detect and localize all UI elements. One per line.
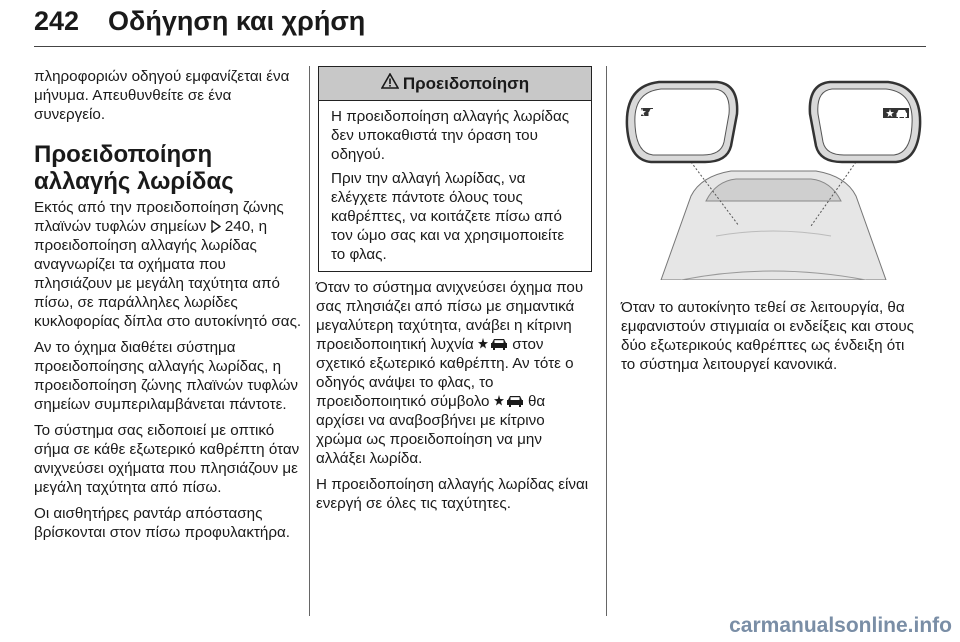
column-1 <box>34 67 302 549</box>
warning-paragraph-1: Η προειδοποίηση αλλαγής λωρίδας δεν υποκαθιστά την όραση του οδηγού. <box>331 108 570 163</box>
lamp-paragraph-text-c: θα αρχίσει να αναβοσβήνει με κίτρινο χρώμα ως προειδοποίηση να μην αλλάξει λωρίδα. <box>316 393 546 467</box>
paragraph-1 <box>34 198 302 331</box>
paragraph-3: Το σύστημα σας ειδοποιεί με οπτικό σήμα σε κάθε εξωτερικό καθρέπτη όταν ανιχνεύσει οχήματα που πλησιάζουν με μεγάλη ταχύτητα από πίσω. <box>34 422 300 496</box>
paragraph-1-text-a: Εκτός από την προειδοποίηση ζώνης πλαϊνών τυφλών σημείων <box>34 199 284 235</box>
warning-box <box>318 66 592 272</box>
page-header <box>34 0 926 48</box>
page-ref-link[interactable]: 240 <box>224 218 251 235</box>
lane-change-warning-icon-2 <box>494 393 524 410</box>
paragraph-4: Οι αισθητήρες ραντάρ απόστασης βρίσκονται στον πίσω προφυλακτήρα. <box>34 505 290 541</box>
lamp-paragraph-text-a: Όταν το σύστημα ανιχνεύσει όχημα που σας πλησιάζει από πίσω με σημαντικά μεγαλύτερη ταχύτητα, ανάβει η κίτρινη προειδοποιητική λυχνία <box>316 279 584 353</box>
paragraph-1-text-b: , η προειδοποίηση αλλαγής λωρίδας αναγνωρίζει τα οχήματα που πλησιάζουν με μεγάλη ταχύτητα από πίσω, σε παράλληλες λωρίδες κυκλοφορίας δίπλα στο αυτοκίνητό σας. <box>34 218 302 330</box>
paragraph-2: Αν το όχημα διαθέτει σύστημα προειδοποίησης αλλαγής λωρίδας, η προειδοποίηση ζώνης πλαϊνών τυφλών σημείων συμπεριλαμβάνεται πάντοτε. <box>34 339 299 413</box>
lane-change-warning-icon <box>478 336 508 353</box>
section-heading: Προειδοποίηση αλλαγής λωρίδας <box>34 141 234 195</box>
warning-header <box>319 67 591 101</box>
warning-paragraph-2: Πριν την αλλαγή λωρίδας, να ελέγχετε πάντοτε όλους τους καθρέπτες, να κοιτάζετε πίσω από τον ώμο σας και να χρησιμοποιείτε το φλας. <box>331 170 565 263</box>
footer-logo[interactable]: carmanualsonline.info <box>729 614 952 637</box>
page-number: 242 <box>34 6 80 36</box>
column-3 <box>621 298 921 381</box>
lamp-paragraph <box>316 278 592 468</box>
header-rule <box>34 46 926 47</box>
column-2 <box>316 278 592 520</box>
mirror-illustration <box>621 66 926 280</box>
column-divider-left <box>309 66 310 616</box>
startup-paragraph: Όταν το αυτοκίνητο τεθεί σε λειτουργία, θα εμφανιστούν στιγμιαία οι ενδείξεις και στους δύο εξωτερικούς καθρέπτες ως ένδειξη ότι το σύστημα λειτουργεί κανονικά. <box>621 299 914 373</box>
speed-paragraph: Η προειδοποίηση αλλαγής λωρίδας είναι ενεργή σε όλες τις ταχύτητες. <box>316 476 589 512</box>
intro-paragraph: πληροφοριών οδηγού εμφανίζεται ένα μήνυμα. Απευθυνθείτε σε ένα συνεργείο. <box>34 68 290 123</box>
page-ref-arrow-icon <box>211 218 221 235</box>
page-title: Οδήγηση και χρήση <box>108 6 366 36</box>
warning-triangle-icon <box>381 73 403 94</box>
column-divider-right <box>606 66 607 616</box>
warning-title: Προειδοποίηση <box>402 73 530 93</box>
lamp-paragraph-text-b: στον σχετικό εξωτερικό καθρέπτη. Αν τότε ο οδηγός ανάψει το φλας, το προειδοποιητικό σύμβολο <box>316 336 574 410</box>
